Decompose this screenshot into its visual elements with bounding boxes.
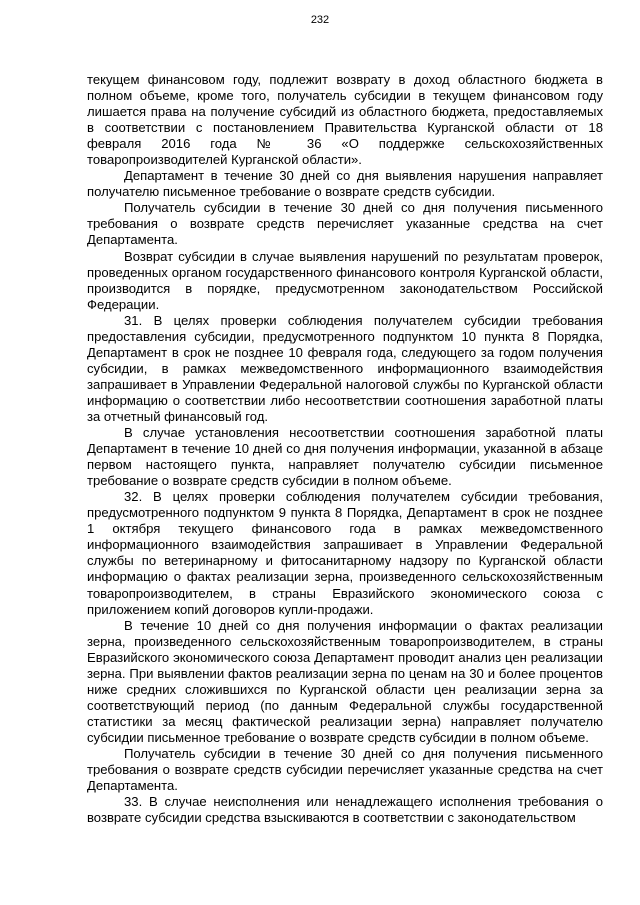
paragraph-grain-price-analysis: В течение 10 дней со дня получения информации о фактах реализации зерна, произведенного сельскохозяйственным товаропроизводителем, в страны Евразийского экономического союза Департамент проводит анализ цен реализации зерна. При выявлении фактов реализации зерна по ценам на 30 и более процентов ниже средних сложившихся по Курганской области цен реализации зерна за соответствующий период (по данным Федеральной службы государственной статистики за месяц фактической реализации зерна) направляет получателю субсидии письменное требование о возврате средств субсидии в полном объеме. xyxy=(87,617,603,745)
paragraph-refund-transfer: Получатель субсидии в течение 30 дней со дня получения письменного требования о возврате средств субсидии перечисляет указанные средства на счет Департамента. xyxy=(87,745,603,794)
paragraph-continuation: текущем финансовом году, подлежит возврату в доход областного бюджета в полном объеме, кроме того, получатель субсидии в текущем финансовом году лишается права на получение субсидий из областного бюджета, предоставляемых в соответствии с постановлением Правительства Курганской области от 18 февраля 2016 года № 36 «О поддержке сельскохозяйственных товаропроизводителей Курганской области». xyxy=(87,72,603,168)
paragraph-clause-31: 31. В целях проверки соблюдения получателем субсидии требования предоставления субсидии, предусмотренного подпунктом 10 пункта 8 Порядка, Департамент в срок не позднее 10 февраля года, следующего за годом получения субсидии, в рамках межведомственного информационного взаимодействия запрашивает в Управлении Федеральной налоговой службы по Курганской области информацию о соответствии либо несоответствии соотношения заработной платы за отчетный финансовый год. xyxy=(87,312,603,424)
paragraph-audit-refund: Возврат субсидии в случае выявления нарушений по результатам проверок, проведенных органом государственного финансового контроля Курганской области, производится в порядке, предусмотренном законодательством Российской Федерации. xyxy=(87,248,603,312)
paragraph-refund-30-days: Получатель субсидии в течение 30 дней со дня получения письменного требования о возврате средств перечисляет указанные средства на счет Департамента. xyxy=(87,200,603,248)
paragraph-clause-33: 33. В случае неисполнения или ненадлежащего исполнения требования о возврате субсидии средства взыскиваются в соответствии с законодательством xyxy=(87,794,603,826)
paragraph-clause-32: 32. В целях проверки соблюдения получателем субсидии требования, предусмотренного подпунктом 9 пункта 8 Порядка, Департамент в срок не позднее 1 октября текущего финансового года в рамках межведомственного информационного взаимодействия запрашивает в Управлении Федеральной службы по ветеринарному и фитосанитарному надзору по Курганской области информацию о фактах реализации зерна, произведенного сельскохозяйственным товаропроизводителем, в страны Евразийского экономического союза с приложением копий договоров купли-продажи. xyxy=(87,489,603,617)
page-number: 232 xyxy=(310,14,330,26)
paragraph-notice-of-violation: Департамент в течение 30 дней со дня выявления нарушения направляет получателю письменное требование о возврате средств субсидии. xyxy=(87,168,603,200)
paragraph-salary-mismatch: В случае установления несоответствии соотношения заработной платы Департамент в течение 10 дней со дня получения информации, указанной в абзаце первом настоящего пункта, направляет получателю субсидии письменное требование о возврате средств субсидии в полном объеме. xyxy=(87,425,603,489)
document-body xyxy=(87,72,603,826)
